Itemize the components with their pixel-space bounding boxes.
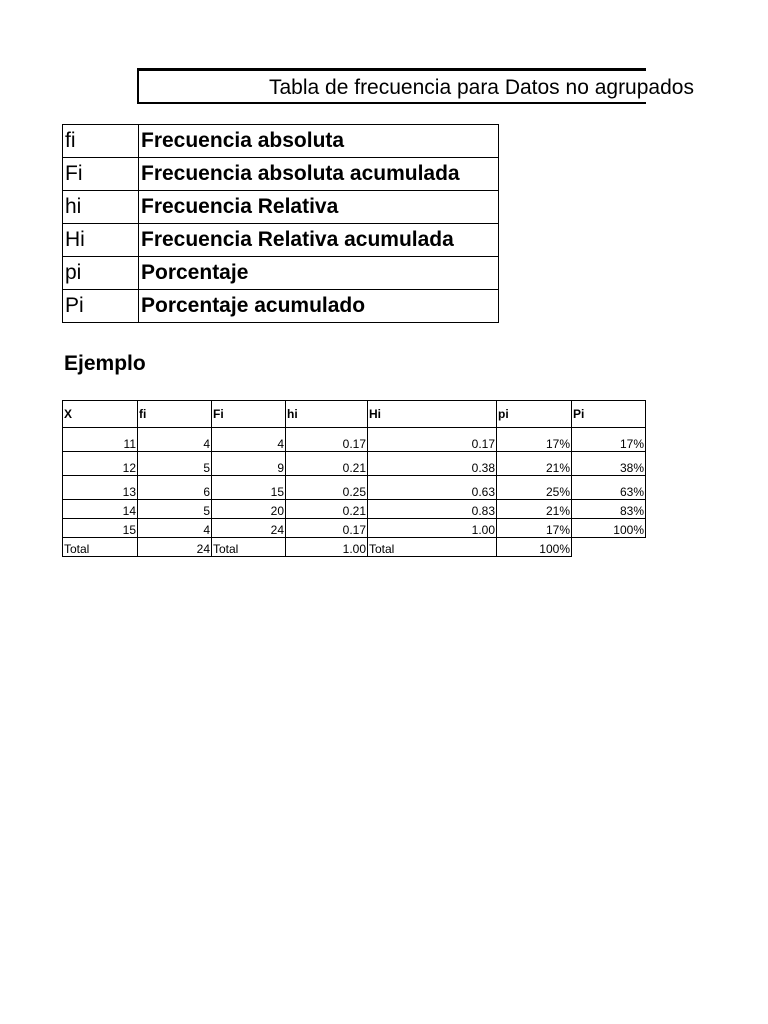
cell-Fi: 15 — [212, 476, 286, 500]
cell-Hi: 0.17 — [368, 428, 497, 452]
legend-symbol: Fi — [63, 158, 139, 191]
table-row — [63, 428, 646, 452]
legend-description: Frecuencia Relativa — [139, 191, 499, 224]
cell-Hi: 0.38 — [368, 452, 497, 476]
table-row — [63, 500, 646, 519]
legend-description: Frecuencia Relativa acumulada — [139, 224, 499, 257]
total-label-pi: Total — [368, 538, 497, 557]
frequency-table — [62, 400, 646, 557]
cell-x: 12 — [63, 452, 138, 476]
cell-hi: 0.17 — [286, 519, 368, 538]
cell-Fi: 20 — [212, 500, 286, 519]
header-x: X — [63, 401, 138, 428]
cell-Fi: 4 — [212, 428, 286, 452]
cell-x: 14 — [63, 500, 138, 519]
empty-cell — [572, 538, 646, 557]
cell-x: 11 — [63, 428, 138, 452]
cell-hi: 0.25 — [286, 476, 368, 500]
legend-symbol: Hi — [63, 224, 139, 257]
cell-Fi: 24 — [212, 519, 286, 538]
cell-fi: 4 — [138, 428, 212, 452]
cell-pi: 17% — [497, 428, 572, 452]
totals-row — [63, 538, 646, 557]
table-row — [63, 476, 646, 500]
cell-fi: 5 — [138, 500, 212, 519]
cell-Hi: 0.63 — [368, 476, 497, 500]
cell-pi: 17% — [497, 519, 572, 538]
legend-row — [63, 224, 499, 257]
legend-symbol: fi — [63, 125, 139, 158]
legend-row — [63, 257, 499, 290]
cell-Pi: 63% — [572, 476, 646, 500]
header-Hi: Hi — [368, 401, 497, 428]
cell-Pi: 38% — [572, 452, 646, 476]
cell-fi: 4 — [138, 519, 212, 538]
cell-hi: 0.21 — [286, 500, 368, 519]
total-hi: 1.00 — [286, 538, 368, 557]
cell-Pi: 17% — [572, 428, 646, 452]
header-Fi: Fi — [212, 401, 286, 428]
page-title: Tabla de frecuencia para Datos no agrupados — [269, 76, 694, 99]
legend-description: Porcentaje acumulado — [139, 290, 499, 323]
example-heading: Ejemplo — [64, 352, 146, 375]
total-pi: 100% — [497, 538, 572, 557]
cell-hi: 0.21 — [286, 452, 368, 476]
cell-Fi: 9 — [212, 452, 286, 476]
total-fi: 24 — [138, 538, 212, 557]
legend-description: Porcentaje — [139, 257, 499, 290]
legend-symbol: Pi — [63, 290, 139, 323]
legend-row — [63, 191, 499, 224]
cell-pi: 21% — [497, 452, 572, 476]
cell-fi: 5 — [138, 452, 212, 476]
cell-pi: 21% — [497, 500, 572, 519]
table-header-row — [63, 401, 646, 428]
cell-Hi: 1.00 — [368, 519, 497, 538]
cell-fi: 6 — [138, 476, 212, 500]
legend-row — [63, 158, 499, 191]
table-row — [63, 519, 646, 538]
cell-Pi: 100% — [572, 519, 646, 538]
legend-symbol: hi — [63, 191, 139, 224]
header-hi: hi — [286, 401, 368, 428]
total-label-fi: Total — [63, 538, 138, 557]
cell-Hi: 0.83 — [368, 500, 497, 519]
legend-row — [63, 125, 499, 158]
header-fi: fi — [138, 401, 212, 428]
cell-Pi: 83% — [572, 500, 646, 519]
header-Pi: Pi — [572, 401, 646, 428]
legend-table — [62, 124, 499, 323]
legend-description: Frecuencia absoluta acumulada — [139, 158, 499, 191]
legend-row — [63, 290, 499, 323]
cell-x: 13 — [63, 476, 138, 500]
cell-pi: 25% — [497, 476, 572, 500]
title-box — [137, 68, 694, 104]
cell-hi: 0.17 — [286, 428, 368, 452]
header-pi: pi — [497, 401, 572, 428]
total-label-hi: Total — [212, 538, 286, 557]
legend-symbol: pi — [63, 257, 139, 290]
cell-x: 15 — [63, 519, 138, 538]
table-row — [63, 452, 646, 476]
legend-description: Frecuencia absoluta — [139, 125, 499, 158]
